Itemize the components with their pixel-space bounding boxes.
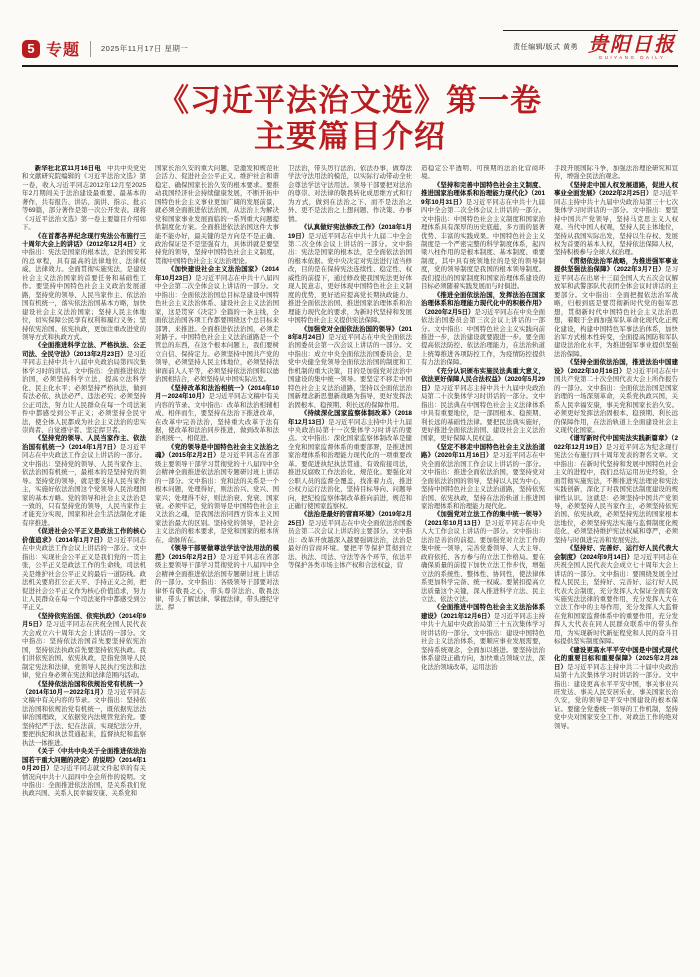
article-paragraph: 《坚持党的领导、人民当家作主、依法治国有机统一》（2014年1月7日）是习近平同志在中央政法工作会议上讲话的一部分。文中指出：坚持党的领导、人民当家作主、依法治国有机统一，最根本的是坚持党的领导。坚持党的领导，就是要支持人民当家作主，实施好依法治国这个党领导人民治理国家的基本方略。党的领导和社会主义法治是一致的，只有坚持党的领导，人民当家作主才能充分实现，国家和社会生活法制化才能有序推进。 <box>22 435 146 527</box>
article-title: 《坚持好、完善好、运行好人民代表大会制度》（2024年9月14日） <box>554 545 678 561</box>
article-title: 《贯彻依法治军战略，为推进强军事业提供坚强法治保障》（2022年3月7日） <box>554 257 678 274</box>
article-paragraph: 《党的领导是中国特色社会主义法治之魂》（2015年2月2日）是习近平同志在省部级主要领导干部学习贯彻党的十八届四中全会精神全面推进依法治国专题研讨班上讲话的一部分。文中指出：党和法的关系是一个根本问题，处理得好，则法治兴、党兴、国家兴；处理得不好，则法治衰、党衰、国家衰。必须牢记，党的领导是中国特色社会主义法治之魂，是我国法治同西方资本主义国家法治最大的区别。坚持党的领导，是社会主义法治的根本要求，是党和国家的根本所在、命脉所在。 <box>155 443 279 544</box>
article-paragraph: 《坚定不移走中国特色社会主义法治道路》（2020年11月16日）是习近平同志在中央全面依法治国工作会议上讲话的一部分。文中指出：推进全面依法治国，要坚持党对全面依法治国的领导，坚持以人民为中心，坚持中国特色社会主义法治道路，坚持依宪治国、依宪执政，坚持在法治轨道上推进国家治理体系和治理能力现代化。 <box>421 443 545 511</box>
article-title: 《建设更高水平平安中国是中国式现代化的重要目标和重要保障》（2025年2月28日） <box>554 646 678 671</box>
page-headline <box>22 83 678 155</box>
article-paragraph: 《建设更高水平平安中国是中国式现代化的重要目标和重要保障》（2025年2月28日）是习近平同志主持中共二十届中央政治局第十九次集体学习时讲话的一部分。文中指出：建设更高水平平安中国，事关事业兴旺发达、事关人民安居乐业、事关国家长治久安，党的领导是平安中国建设的根本保证。要健全党委统一领导的工作机制，坚持党中央对国家安全工作、对政法工作的绝对领导。 <box>554 646 678 730</box>
article-title: 《加快建设社会主义法治国家》（2014年10月23日） <box>155 266 279 282</box>
article-title: 《法治是最好的营商环境》（2019年2月25日） <box>288 511 412 527</box>
article-paragraph: 《加强党对全面依法治国的领导》（2018年8月24日）是习近平同志在中央全面依法治国委员会第一次会议上讲话的一部分。文中指出：成立中央全面依法治国委员会，是党中央健全党领导全面依法治国的制度和工作机制的重大决策，目的是加强党对法治中国建设的集中统一领导。要坚定不移走中国特色社会主义法治道路，坚持以全面依法治国新理念新思想新战略为指导，更好发挥法治固根本、稳预期、利长远的保障作用。 <box>288 325 412 409</box>
article-paragraph: 《贯彻依法治军战略，为推进强军事业提供坚强法治保障》（2022年3月7日）是习近平同志在出席十三届全国人大五次会议解放军和武警部队代表团全体会议时讲话的主要部分。文中指出：全面把握依法治军战略，归根到底是要贯彻新时代党的强军思想，贯彻新时代中国特色社会主义法治思想，着眼于全面加强军队革命化现代化正规化建设，构建中国特色军事法治体系，加快治军方式根本性转变，全面提高国防和军队建设法治化水平，为推进强军事业提供坚强法治保障。 <box>554 257 678 358</box>
article-title: 《坚持依宪治国、依宪执政》（2014年9月5日） <box>22 612 146 629</box>
article-title: 《全面推进中国特色社会主义法治体系建设》（2021年12月6日） <box>421 604 545 620</box>
article-paragraph: 《认真做好宪法修改工作》（2018年1月19日）是习近平同志在中共十九届二中全会第二次全体会议上讲话的一部分。文中指出：宪法是国家的根本法，是全面依法治国的根本依据。党中央决定对宪法进行适当修改，目的是在保持宪法连续性、稳定性、权威性的前提下，通过修改使我国宪法更好体现人民意志，更好体现中国特色社会主义制度的优势，更好适应提高党长期执政能力、推进全面依法治国、推进国家治理体系和治理能力现代化的要求，为新时代坚持和发展中国特色社会主义提供宪法保障。 <box>288 224 412 325</box>
article-paragraph: 《关于〈中共中央关于全面推进依法治国若干重大问题的决定〉的说明》（2014年10月20日）是习近平同志就文件起草的有关情况向中共十八届四中全会所作的说明。文中指出：全面推进依法治国，是关系我们党执政兴国、关系人民幸福安康、关系党和 <box>22 748 146 798</box>
article-paragraph: 《坚持改革和法治相统一》（2014年10月－2024年10月）是习近平同志文稿中有关内容的节录。文中指出：改革和法治相辅相成、相伴而生，要坚持在法治下推进改革，在改革中完善法治，坚持重大改革于法有据，使改革和法治同步推进，做到改革和法治相统一、相促进。 <box>155 384 279 443</box>
article-paragraph: 《促进社会公平正义是政法工作的核心价值追求》（2014年1月7日）是习近平同志在中央政法工作会议上讲话的一部分。文中指出：实现社会公平正义是我们党的一贯主张，公平正义是政法工作的生命线，司法机关是维护社会公平正义的最后一道防线。政法机关要肩扛公正天平、手持正义之剑，把促进社会公平正义作为核心价值追求，努力让人民群众在每一个司法案件中都感受到公平正义。 <box>22 528 146 612</box>
article-title: 《谱写新时代中国宪法实践新篇章》（2022年12月19日） <box>554 435 678 451</box>
article-paragraph: 《坚持好、完善好、运行好人民代表大会制度》（2024年9月14日）是习近平同志在庆祝全国人民代表大会成立七十周年大会上讲话的一部分。文中指出：要围绕发展全过程人民民主，坚持好、完善好、运行好人民代表大会制度，充分发挥人大保证全面有效实施宪法法律的重要作用，充分发挥人大在立法工作中的主导作用，充分发挥人大监督在党和国家监督体系中的重要作用，充分发挥人大代表在同人民群众联系中的带头作用，为实现新时代新征程党和人民的奋斗目标提供坚实制度保障。 <box>554 545 678 646</box>
article-title: 《加强党对立法工作的集中统一领导》（2021年10月13日） <box>421 511 545 527</box>
article-paragraph: 《加强党对立法工作的集中统一领导》（2021年10月13日）是习近平同志在中央人大工作会议上讲话的一部分。文中指出：法治是善治的前提。要加强党对立法工作的集中统一领导，完善党委领导、人大主导、政府依托、各方参与的立法工作格局。要在确保质量的前提下加快立法工作步伐，增强立法的系统性、整体性、协同性，使法律体系更加科学完备、统一权威。要紧扣提高立法质量这个关键，深入推进科学立法、民主立法、依法立法。 <box>421 511 545 604</box>
article-paragraph: 《推进全面依法治国，发挥法治在国家治理体系和治理能力现代化中的积极作用》（2020年2月5日）是习近平同志在中央全面依法治国委员会第三次会议上讲话的一部分。文中指出：中国特色社会主义实践向前推进一步，法治建设就要跟进一步。要全面提高依法防控、依法治理能力，在法治轨道上统筹推进各项防控工作，为疫情防控提供有力法治保障。 <box>421 291 545 367</box>
article-paragraph: 《持续深化国家监察体制改革》（2018年12月13日）是习近平同志主持中共十九届中央政治局第十一次集体学习时讲话的要点。文中指出：深化国家监察体制改革是健全党和国家监督体系的重要部署，是推进国家治理体系和治理能力现代化的一项重要改革。要促进执纪执法贯通、有效衔接司法，推进反腐败工作法治化、规范化。要强化对公职人员的监督全覆盖，找准着力点，推进公权力运行法治化，坚持目标导向、问题导向，把纪检监察体制改革推向前进，规范和正确行使国家监察权。 <box>288 410 412 511</box>
issue-date: 2025年11月17日 星期一 <box>101 44 189 53</box>
article-paragraph: 《坚持全面依法治国，推进法治中国建设》（2022年10月16日）是习近平同志在中国共产党第二十次全国代表大会上所作报告的一部分。文中指出：全面依法治国是国家治理的一场深刻革命，关系党执政兴国，关系人民幸福安康，事关党和国家长治久安。必须更好发挥法治固根本、稳预期、利长远的保障作用，在法治轨道上全面建设社会主义现代化国家。 <box>554 359 678 434</box>
article-paragraph: 《领导干部要做尊法学法守法用法的模范》（2015年2月2日）是习近平同志在省部级主要领导干部学习贯彻党的十八届四中全会精神全面推进依法治国专题研讨班上讲话的一部分。文中指出：各级领导干部要对法律怀有敬畏之心，带头尊崇法治、敬畏法律，带头了解法律、掌握法律，带头遵纪守法、捍 <box>155 545 279 612</box>
article-paragraph: 《充分认识颁布实施民法典重大意义，依法更好保障人民合法权益》（2020年5月29日）是习近平同志主持中共十九届中央政治局第二十次集体学习时讲话的一部分。文中指出：民法典在中国特色社会主义法律体系中具有重要地位，是一部固根本、稳预期、利长远的基础性法律。要把民法典实施好，更好推进全面依法治国、建设社会主义法治国家，更好保障人民权益。 <box>421 367 545 443</box>
masthead-logo: 贵阳日报 <box>588 31 676 56</box>
article-title: 《关于〈中共中央关于全面推进依法治国若干重大问题的决定〉的说明》（2014年10月20日） <box>22 748 146 773</box>
section-label: 专题 <box>46 42 81 59</box>
article-title: 《坚持党的领导、人民当家作主、依法治国有机统一》（2014年1月7日） <box>22 435 146 451</box>
text-column <box>155 165 279 971</box>
article-paragraph: 《加快建设社会主义法治国家》（2014年10月23日）是习近平同志在中共十八届四中全会第二次全体会议上讲话的一部分。文中指出：全面依法治国总目标是建设中国特色社会主义法治体系、建设社会主义法治国家，这是贯穿《决定》全篇的一条主线，全面依法治国各项工作都要围绕这个总目标来部署、来推进。全面推进依法治国，必须走对路子。中国特色社会主义法治道路是一个管总的东西，在这个根本问题上，我们要树立自信、保持定力。必须坚持中国共产党的领导，必须坚持人民主体地位，必须坚持法律面前人人平等，必须坚持依法治国和以德治国相结合，必须坚持从中国实际出发。 <box>155 266 279 384</box>
article-title: 《领导干部要做尊法学法守法用法的模范》（2015年2月2日） <box>155 545 279 561</box>
text-column <box>288 165 412 971</box>
header-left <box>22 37 188 60</box>
article-paragraph: 《在首都各界纪念现行宪法公布施行三十周年大会上的讲话》（2012年12月4日）文中指出：宪法是国家的根本法，是治国安邦的总章程，具有最高的法律地位、法律权威、法律效力。全面贯彻实施宪法，是建设社会主义法治国家的首要任务和基础性工作。要坚持中国特色社会主义政治发展道路，坚持党的领导、人民当家作主、依法治国有机统一，落实依法治国基本方略，加快建设社会主义法治国家；坚持人民主体地位，切实保障公民享有权利和履行义务；坚持依宪治国、依宪执政，更加注重改进党的领导方式和执政方式。 <box>22 232 146 341</box>
article-title: 《促进社会公平正义是政法工作的核心价值追求》（2014年1月7日） <box>22 528 146 544</box>
article-title: 《党的领导是中国特色社会主义法治之魂》（2015年2月2日） <box>155 443 279 460</box>
article-paragraph: 国家长治久安的重大问题，是激发和规范社会活力、促进社会公平正义、维护社会和谐稳定、确保国家长治久安的根本要求。要推动我国经济社会持续健康发展，不断开拓中国特色社会主义事业更加广阔的发展前景，就必须全面推进依法治国，从法治上为解决党和国家事业发展面临的一系列重大问题提供制度化方案。全面推进依法治国这件大事能不能办好，最关键的是方向是不是正确、政治保证是不是坚强有力，具体讲就是要坚持党的领导，坚持中国特色社会主义制度，贯彻中国特色社会主义法治理论。 <box>155 164 279 265</box>
article-title: 《坚定不移走中国特色社会主义法治道路》（2020年11月16日） <box>421 443 545 460</box>
masthead <box>588 31 676 61</box>
article-title: 《推进全面依法治国，发挥法治在国家治理体系和治理能力现代化中的积极作用》（2020年2月5日） <box>421 291 545 316</box>
article-paragraph: 《坚持依法治国和依规治党有机统一》（2014年10月－2022年1月）是习近平同志文稿中有关内容的节录。文中指出：坚持依法治国和依规治党有机统一，既依据宪法法律治国理政，又依据党内法规管党治党。要坚持纪严于法、纪在法前，实现纪法分开，要把执纪和执法贯通起来，监督执纪和监察执法一体推进。 <box>22 680 146 747</box>
article-title: 《加强党对全面依法治国的领导》（2018年8月24日） <box>288 325 412 341</box>
header-divider <box>90 41 91 57</box>
headline-line-1: 《习近平法治文选》第一卷 <box>158 83 542 118</box>
article-title: 《认真做好宪法修改工作》（2018年1月19日） <box>288 224 412 240</box>
article-title: 《坚持和完善中国特色社会主义制度、推进国家治理体系和治理能力现代化》（2019年10月31日） <box>421 181 545 206</box>
article-paragraph: 《全面推进中国特色社会主义法治体系建设》（2021年12月6日）是习近平同志主持中共十九届中央政治局第三十五次集体学习时讲话的一部分。文中指出：建设中国特色社会主义法治体系，要顺应事业发展需要，坚持系统观念，全面加以推进。要坚持法治体系建设正确方向，加快重点领域立法，深化法治领域改革，运用法治 <box>421 604 545 671</box>
article-paragraph: 《坚持走中国人权发展道路，促进人权事业全面发展》（2022年2月25日）是习近平同志主持中共十九届中央政治局第三十七次集体学习时讲话的一部分。文中指出：要坚持中国共产党领导，坚持马克思主义人权观、当代中国人权观，坚持人民主体地位，坚持从我国实际出发，坚持以生存权、发展权为首要的基本人权，坚持依法保障人权，坚持积极参与全球人权治理。 <box>554 181 678 257</box>
editor-credit: 责任编辑/版式 黄勇 <box>513 43 578 51</box>
article-title: 《坚持改革和法治相统一》（2014年10月－2024年10月） <box>155 384 279 401</box>
text-column <box>421 165 545 971</box>
article-paragraph: 《谱写新时代中国宪法实践新篇章》（2022年12月19日）是习近平同志为纪念现行宪法公布施行四十周年发表的署名文章。文中指出：在新时代坚持和发展中国特色社会主义的进程中，我们总结运用历史经验，全面贯彻实施宪法，不断推进宪法理论和宪法实践创新，深化了对我国宪法制度建设的规律性认识。这就是：必须坚持中国共产党领导，必须坚持人民当家作主，必须坚持依宪治国、依宪执政，必须坚持宪法的国家根本法地位，必须坚持宪法实施与监督制度化规范化，必须坚持维护宪法权威和尊严，必须坚持与时俱进完善和发展宪法。 <box>554 435 678 544</box>
article-title: 《在首都各界纪念现行宪法公布施行三十周年大会上的讲话》（2012年12月4日） <box>22 232 146 248</box>
article-paragraph: 造稳定公平透明、可预期的法治化营商环境。 <box>421 164 545 181</box>
page-number-badge: 5 <box>22 40 40 58</box>
headline-line-2: 主要篇目介绍 <box>254 118 446 154</box>
article-title: 《坚持依法治国和依规治党有机统一》（2014年10月－2022年1月） <box>22 680 146 696</box>
article-paragraph: 《坚持依宪治国、依宪执政》（2014年9月5日）是习近平同志在庆祝全国人民代表大会成立六十周年大会上讲话的一部分。文中指出：坚持依法治国首先要坚持依宪治国，坚持依法执政首先要坚持依宪执政。我们讲依宪治国、依宪执政，是指党领导人民制定宪法和法律，党领导人民执行宪法和法律，党自身必须在宪法和法律范围内活动。 <box>22 612 146 680</box>
article-title: 《坚持走中国人权发展道路，促进人权事业全面发展》（2022年2月25日） <box>554 181 678 198</box>
article-columns <box>22 165 678 971</box>
article-paragraph: 《坚持和完善中国特色社会主义制度、推进国家治理体系和治理能力现代化》（2019年10月31日）是习近平同志在中共十九届四中全会第二次全体会议上讲话的一部分。文中指出：中国特色社会主义制度和国家治理体系具有深厚的历史底蕴、多方面的显著优势、丰富的实践成果。中国特色社会主义制度是一个严密完整的科学制度体系，起四梁八柱作用的是根本制度、基本制度、重要制度，其中具有统领地位的是党的领导制度，党的领导制度是我国的根本领导制度。我们提出的国家制度和国家治理体系建设的目标必须随着实践发展而与时俱进。 <box>421 181 545 291</box>
page-header <box>22 30 678 67</box>
masthead-subtitle: GUIYANG DAILY <box>598 54 666 60</box>
article-paragraph: 手段开展国际斗争，加强法治理论研究和宣传，增强全民法治观念。 <box>554 164 678 181</box>
article-paragraph: 新华社北京11月16日电 中共中央党史和文献研究院编辑的《习近平法治文选》第一卷，收入习近平同志2012年12月至2025年2月期间关于法治建设最重要、最基本的著作，共有报告、讲话、演讲、指示、批示等69篇，部分著作是第一次公开发表。现将《习近平法治文选》第一卷主要篇目介绍如下。 <box>22 164 146 232</box>
article-title: 新华社北京11月16日电 <box>34 164 101 172</box>
article-title: 《坚持全面依法治国，推进法治中国建设》（2022年10月16日） <box>554 359 678 375</box>
article-paragraph: 卫法治，带头厉行法治、依法办事，做尊法学法守法用法的模范，以实际行动带动全社会尊法学法守法用法。领导干部要把对法治的尊崇、对法律的敬畏转化成思维方式和行为方式，做到在法治之下、而不是法治之外、更不是法治之上想问题、作决策、办事情。 <box>288 164 412 223</box>
article-title: 《充分认识颁布实施民法典重大意义，依法更好保障人民合法权益》（2020年5月29日） <box>421 367 545 392</box>
article-paragraph: 《法治是最好的营商环境》（2019年2月25日）是习近平同志在中央全面依法治国委员会第二次会议上讲话的主要部分。文中指出：改革开放越深入越要强调法治，法治是最好的营商环境。要把平等保护贯彻到立法、执法、司法、守法等各个环节，依法平等保护各类市场主体产权和合法权益，营 <box>288 511 412 570</box>
article-title: 《全面推进科学立法、严格执法、公正司法、全民守法》（2013年2月23日） <box>22 342 146 358</box>
article-paragraph: 《全面推进科学立法、严格执法、公正司法、全民守法》（2013年2月23日）是习近平同志主持中共十八届中央政治局第四次集体学习时的讲话。文中指出：全面推进依法治国，必须坚持科学立法，提高立法科学化、民主化水平；必须坚持严格执法，做到有法必依、执法必严、违法必究；必须坚持公正司法，努力让人民群众在每一个司法案件中都感受到公平正义；必须坚持全民守法，使全体人民都成为社会主义法治的忠实崇尚者、自觉遵守者、坚定捍卫者。 <box>22 342 146 434</box>
article-title: 《持续深化国家监察体制改革》（2018年12月13日） <box>288 410 412 426</box>
text-column <box>554 165 678 971</box>
header-right <box>503 30 678 61</box>
text-column <box>22 165 146 971</box>
